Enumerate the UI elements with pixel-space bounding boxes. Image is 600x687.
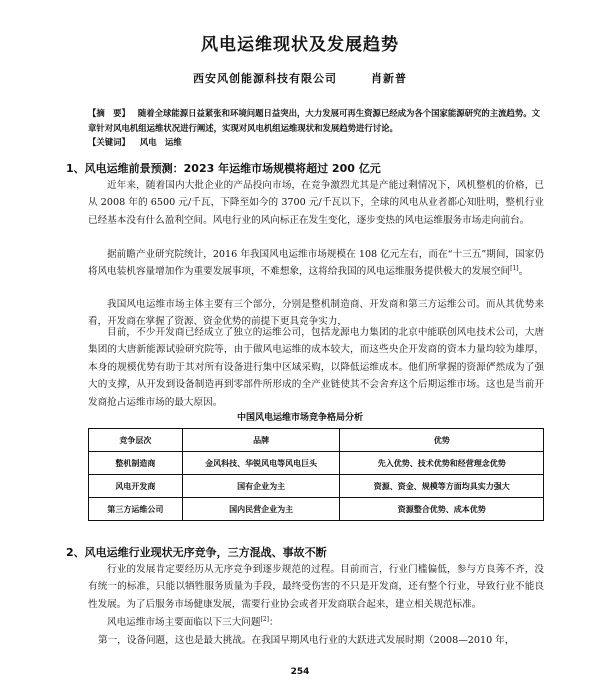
- author-affiliation: 西安风创能源科技有限公司: [193, 72, 337, 85]
- section-1-paragraph-4: 目前，不少开发商已经成立了独立的运维公司，包括龙源电力集团的北京中能联创风电技术公司，大唐集团的大唐新能源试验研究院等，由于做风电运维的成本较大，而这些央企开发商的资本力量均较为雄厚，本身的规模优势有助于其对所有设备进行集中区域采购，以降低运维成本。他们所掌握的资源俨然成为了强大的支撑，从开发到设备制造再到零部件所形成的全产业链使其不会舍弃这个后期运维市场。这也是当前开发商抢占运维市场的最大原因。: [88, 327, 544, 408]
- citation-1: [1]: [510, 265, 519, 273]
- page-number: 254: [290, 667, 310, 677]
- section-2-paragraph-2-end: ：: [269, 617, 279, 628]
- keywords-text: 风电 运维: [139, 137, 182, 147]
- table-header-cell: 优势: [340, 429, 544, 452]
- competition-table: [88, 428, 544, 521]
- keywords-label: 【关键词】: [88, 137, 130, 147]
- table-cell: 第三方运维公司: [89, 498, 183, 521]
- abstract-text: 随着全球能源日益紧张和环境问题日益突出，大力发展可再生资源已经成为各个国家能源研究的主流趋势。文章针对风电机组运维状况进行阐述，实现对风电机组运维现状和发展趋势进行讨论。: [88, 108, 540, 133]
- abstract: [88, 106, 540, 136]
- table-header-row: [89, 429, 544, 452]
- table-cell: 资源整合优势、成本优势: [340, 498, 544, 521]
- table-cell: 国有企业为主: [182, 475, 340, 498]
- table-cell: 金风科技、华锐风电等风电巨头: [182, 452, 340, 475]
- table-cell: 资源、资金、规模等方面均具实力强大: [340, 475, 544, 498]
- table-row: [89, 475, 544, 498]
- section-2-paragraph-2: [88, 614, 544, 631]
- author-line: [0, 70, 600, 86]
- paper-title: 风电运维现状及发展趋势: [201, 35, 399, 55]
- table-header-cell: 竞争层次: [89, 429, 183, 452]
- section-1-paragraph-2-text: 据前瞻产业研究院统计，2016 年我国风电运维市场规模在 108 亿元左右，而在“十三五”期间，国家仍将风电装机容量增加作为重要发展事项，不难想象，这将给我国的风电运维服务提供极大的发展空间: [88, 249, 544, 278]
- section-1-heading: 1、风电运维前景预测：2023 年运维市场规模将超过 200 亿元: [66, 162, 381, 175]
- table-header-cell: 品牌: [182, 429, 340, 452]
- section-1-paragraph-1: 近年来，随着国内大批企业的产品投向市场，在竞争激烈尤其是产能过剩情况下，风机整机的价格，已从 2008 年的 6500 元/千瓦，下降至如今的 3700 元/千瓦以下，全球的风电从业者都心知肚明，整机行业已经基本没有什么盈利空间。风电行业的风向标正在发生变化，逐步变热的风电运维服务市场走向前台。: [88, 180, 544, 226]
- table-row: [89, 452, 544, 475]
- section-1-paragraph-3: 我国风电运维市场主体主要有三个部分，分别是整机制造商、开发商和第三方运维公司。而从其优势来看，开发商在掌握了资源、资金优势的前提下更具竞争实力，: [88, 299, 544, 328]
- section-2-heading: 2、风电运维行业现状无序竞争，三方混战、事故不断: [66, 546, 327, 559]
- section-2-paragraph-3: 第一，设备问题，这也是最大挑战。在我国早期风电行业的大跃进式发展时期（2008—2010 年，: [98, 635, 515, 646]
- table-cell: 国内民营企业为主: [182, 498, 340, 521]
- author-name: 肖新普: [371, 72, 407, 85]
- table-cell: 先入优势、技术优势和经营理念优势: [340, 452, 544, 475]
- section-2-paragraph-1: 行业的发展肯定要经历从无序竞争到逐步规范的过程。目前而言，行业门槛偏低，参与方良莠不齐，没有统一的标准，只能以牺牲服务质量为手段，最终受伤害的不只是开发商，还有整个行业，导致行业不能良性发展。为了后服务市场健康发展，需要行业协会或者开发商联合起来，建立相关规范标准。: [88, 564, 544, 610]
- section-1-paragraph-2: [88, 246, 544, 281]
- table-cell: 整机制造商: [89, 452, 183, 475]
- section-2-paragraph-2-text: 风电运维市场主要面临以下三大问题: [107, 617, 261, 628]
- table-cell: 风电开发商: [89, 475, 183, 498]
- citation-2: [2]: [260, 615, 269, 623]
- keywords: [88, 136, 540, 148]
- table-row: [89, 498, 544, 521]
- table-caption: 中国风电运维市场竞争格局分析: [236, 413, 363, 423]
- abstract-label: 【摘 要】: [88, 108, 130, 118]
- section-1-paragraph-2-end: 。: [518, 266, 529, 278]
